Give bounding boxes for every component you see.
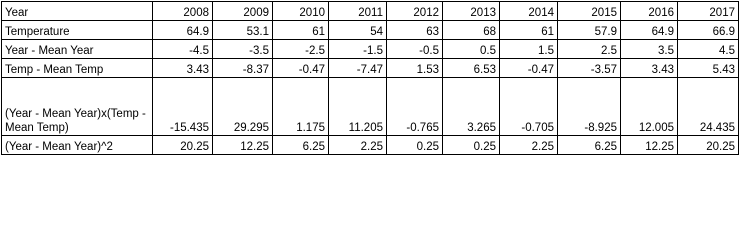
value-cell: 4.5 — [678, 40, 739, 59]
value-cell: -0.765 — [387, 78, 443, 136]
value-cell: -3.5 — [213, 40, 273, 59]
value-cell: 0.5 — [443, 40, 500, 59]
value-cell: 66.9 — [678, 21, 739, 40]
table-row-temperature — [2, 21, 739, 40]
value-cell: -3.57 — [558, 59, 621, 78]
year-header-cell: 2010 — [273, 2, 329, 21]
value-cell: 61 — [273, 21, 329, 40]
value-cell: -0.5 — [387, 40, 443, 59]
value-cell: 20.25 — [678, 136, 739, 155]
value-cell: 0.25 — [387, 136, 443, 155]
value-cell: 20.25 — [153, 136, 213, 155]
value-cell: 1.53 — [387, 59, 443, 78]
value-cell: 3.43 — [621, 59, 678, 78]
value-cell: 2.5 — [558, 40, 621, 59]
data-table — [1, 1, 739, 155]
value-cell: -8.37 — [213, 59, 273, 78]
row-label-cell: Temperature — [2, 21, 153, 40]
row-label-cell: Year - Mean Year — [2, 40, 153, 59]
year-header-cell: 2016 — [621, 2, 678, 21]
value-cell: 1.5 — [500, 40, 558, 59]
value-cell: 29.295 — [213, 78, 273, 136]
value-cell: 11.205 — [329, 78, 387, 136]
value-cell: -15.435 — [153, 78, 213, 136]
value-cell: 53.1 — [213, 21, 273, 40]
value-cell: 3.5 — [621, 40, 678, 59]
value-cell: 24.435 — [678, 78, 739, 136]
value-cell: -0.47 — [273, 59, 329, 78]
year-header-cell: 2008 — [153, 2, 213, 21]
year-header-cell: 2012 — [387, 2, 443, 21]
year-header-cell: 2013 — [443, 2, 500, 21]
value-cell: 63 — [387, 21, 443, 40]
value-cell: 12.005 — [621, 78, 678, 136]
value-cell: -2.5 — [273, 40, 329, 59]
value-cell: 1.175 — [273, 78, 329, 136]
value-cell: -4.5 — [153, 40, 213, 59]
value-cell: 68 — [443, 21, 500, 40]
value-cell: 5.43 — [678, 59, 739, 78]
value-cell: 6.53 — [443, 59, 500, 78]
value-cell: 3.43 — [153, 59, 213, 78]
header-label-cell: Year — [2, 2, 153, 21]
row-label-cell: (Year - Mean Year)^2 — [2, 136, 153, 155]
year-header-cell: 2011 — [329, 2, 387, 21]
value-cell: 57.9 — [558, 21, 621, 40]
value-cell: 64.9 — [153, 21, 213, 40]
row-label-cell: Temp - Mean Temp — [2, 59, 153, 78]
table-row-temp-deviation — [2, 59, 739, 78]
value-cell: 12.25 — [621, 136, 678, 155]
value-cell: 6.25 — [273, 136, 329, 155]
value-cell: -8.925 — [558, 78, 621, 136]
value-cell: 6.25 — [558, 136, 621, 155]
value-cell: -1.5 — [329, 40, 387, 59]
year-header-cell: 2017 — [678, 2, 739, 21]
year-header-cell: 2015 — [558, 2, 621, 21]
year-header-cell: 2014 — [500, 2, 558, 21]
value-cell: 61 — [500, 21, 558, 40]
value-cell: 54 — [329, 21, 387, 40]
year-header-cell: 2009 — [213, 2, 273, 21]
value-cell: 3.265 — [443, 78, 500, 136]
value-cell: -0.47 — [500, 59, 558, 78]
value-cell: -7.47 — [329, 59, 387, 78]
row-label-cell: (Year - Mean Year)x(Temp - Mean Temp) — [2, 78, 153, 136]
table-row-product — [2, 78, 739, 136]
value-cell: 0.25 — [443, 136, 500, 155]
value-cell: 2.25 — [500, 136, 558, 155]
value-cell: 64.9 — [621, 21, 678, 40]
value-cell: -0.705 — [500, 78, 558, 136]
table-row-year-deviation-squared — [2, 136, 739, 155]
value-cell: 2.25 — [329, 136, 387, 155]
value-cell: 12.25 — [213, 136, 273, 155]
header-row — [2, 2, 739, 21]
table-row-year-deviation — [2, 40, 739, 59]
